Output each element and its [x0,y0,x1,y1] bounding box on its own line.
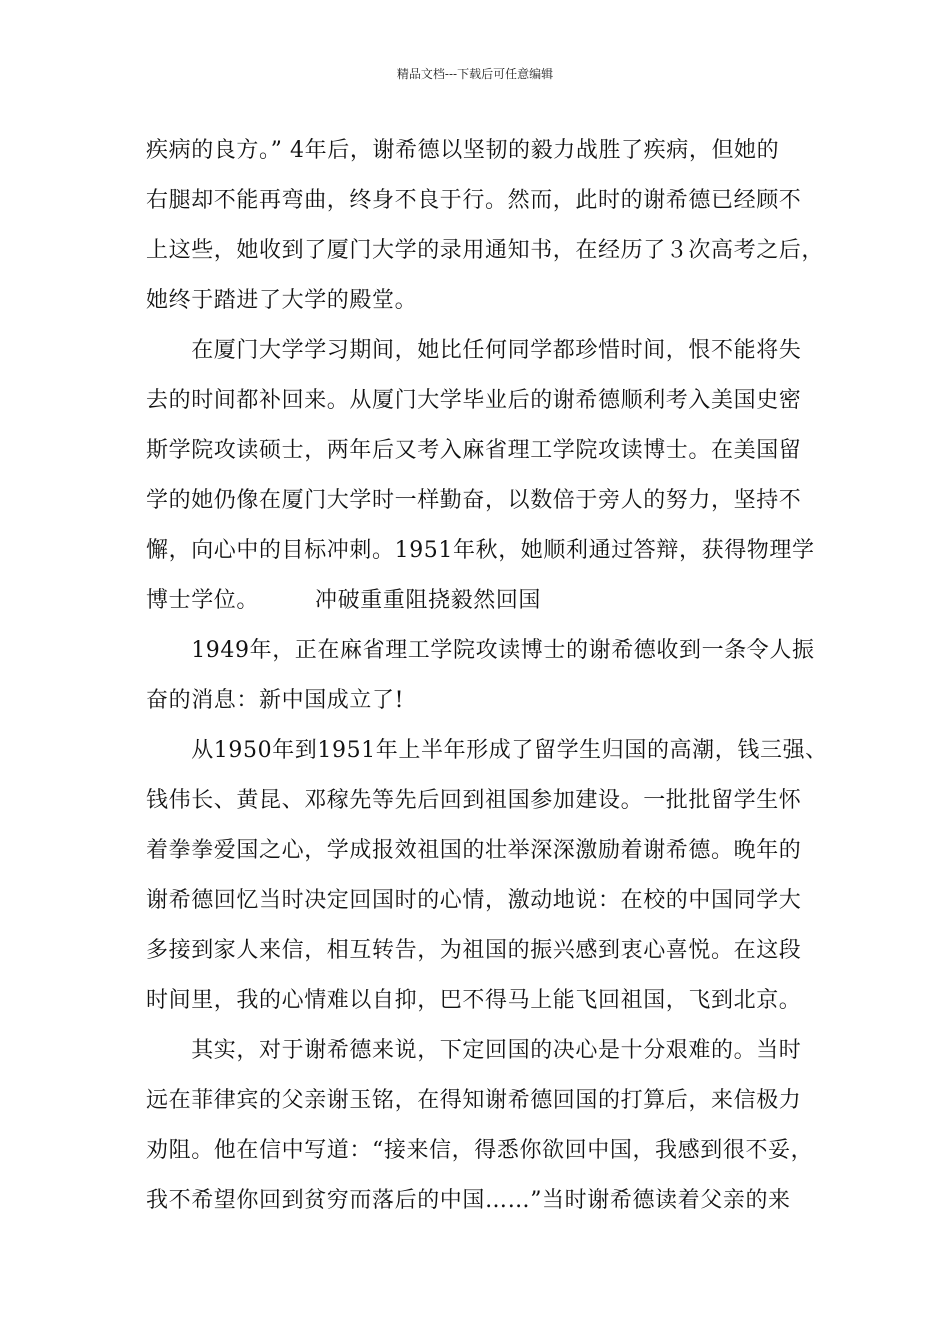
paragraph-line: 上这些，她收到了厦门大学的录用通知书，在经历了３次高考之后， [146,238,825,263]
paragraph-line: 斯学院攻读硕士，两年后又考入麻省理工学院攻读博士。在美国留 [146,438,802,463]
paragraph-line: 学的她仍像在厦门大学时一样勤奋，以数倍于旁人的努力，坚持不 [146,488,802,513]
paragraph-line-with-heading [146,576,836,626]
paragraph-line: 疾病的良方。” 4年后，谢希德以坚韧的毅力战胜了疾病，但她的 [146,138,780,163]
paragraph-line: 博士学位。 [146,588,260,613]
paragraph-line: 在厦门大学学习期间，她比任何同学都珍惜时间，恨不能将失 [146,338,802,363]
paragraph-line: 懈，向心中的目标冲刺。1951年秋，她顺利通过答辩，获得物理学 [146,538,815,563]
paragraph-line: 我不希望你回到贫穷而落后的中国……”当时谢希德读着父亲的来 [146,1188,791,1213]
paragraph-line: 远在菲律宾的父亲谢玉铭，在得知谢希德回国的打算后，来信极力 [146,1088,802,1113]
paragraph-line: 钱伟长、黄昆、邓稼先等先后回到祖国参加建设。一批批留学生怀 [146,788,802,813]
paragraph-line: 去的时间都补回来。从厦门大学毕业后的谢希德顺利考入美国史密 [146,388,802,413]
paragraph-line: 1949年，正在麻省理工学院攻读博士的谢希德收到一条令人振 [146,638,815,663]
paragraph-line: 右腿却不能再弯曲，终身不良于行。然而，此时的谢希德已经顾不 [146,188,802,213]
paragraph-line: 她终于踏进了大学的殿堂。 [146,288,418,313]
paragraph-line: 时间里，我的心情难以自抑，巴不得马上能飞回祖国，飞到北京。 [146,988,802,1013]
document-body [146,126,836,1226]
paragraph-line: 多接到家人来信，相互转告，为祖国的振兴感到衷心喜悦。在这段 [146,938,802,963]
page-header: 精品文档---下载后可任意编辑 [396,67,554,81]
section-heading: 冲破重重阻挠毅然回国 [315,588,542,613]
paragraph-line: 着拳拳爱国之心，学成报效祖国的壮举深深激励着谢希德。晚年的 [146,838,802,863]
paragraph-line: 劝阻。他在信中写道：“接来信，得悉你欲回中国，我感到很不妥， [146,1138,814,1163]
paragraph-line: 其实，对于谢希德来说，下定回国的决心是十分艰难的。当时 [146,1038,802,1063]
paragraph-line: 奋的消息：新中国成立了! [146,688,405,713]
paragraph-line: 从1950年到1951年上半年形成了留学生归国的高潮，钱三强、 [146,738,828,763]
paragraph-line: 谢希德回忆当时决定回国时的心情，激动地说：在校的中国同学大 [146,888,802,913]
